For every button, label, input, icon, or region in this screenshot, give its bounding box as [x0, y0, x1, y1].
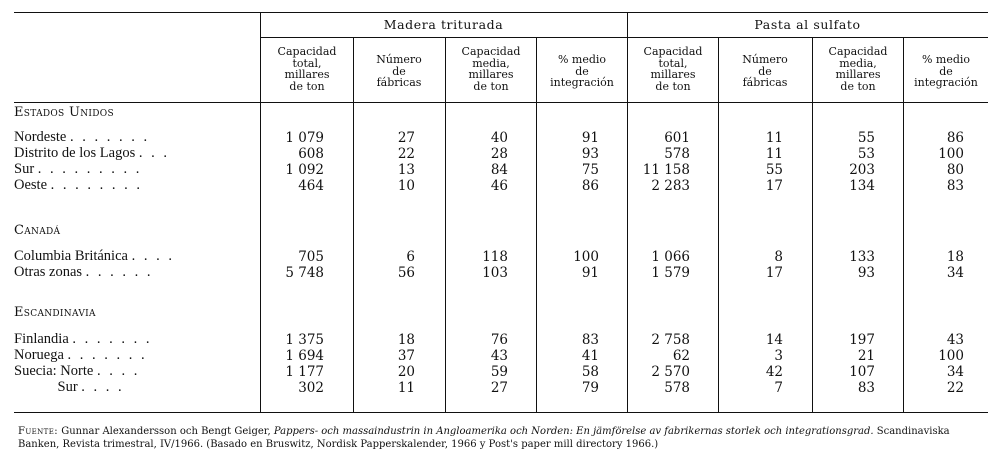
cell-value: 83 — [857, 380, 875, 396]
cell-value: 1 694 — [285, 348, 324, 364]
cell-value: 83 — [946, 178, 964, 194]
row-label-distrito-lagos: Distrito de los Lagos . . . — [14, 145, 170, 161]
cell-value: 302 — [298, 380, 324, 396]
cell-value: 21 — [857, 348, 875, 364]
column-header-capacidad-total: Capacidad total, millares de ton — [277, 45, 337, 93]
source-footnote — [18, 426, 988, 451]
group-header-pasta-sulfato: Pasta al sulfato — [754, 17, 861, 32]
row-label-finlandia: Finlandia . . . . . . . — [14, 331, 153, 347]
cell-value: 86 — [946, 130, 964, 146]
cell-value: 55 — [857, 130, 875, 146]
cell-value: 107 — [849, 364, 875, 380]
column-header-integracion: % medio de integración — [550, 53, 614, 89]
row-label-nordeste: Nordeste . . . . . . . — [14, 129, 150, 145]
cell-value: 34 — [946, 364, 964, 380]
cell-value: 75 — [581, 162, 599, 178]
group-header-madera-triturada: Madera triturada — [383, 17, 504, 32]
cell-value: 86 — [581, 178, 599, 194]
cell-value: 2 758 — [651, 332, 690, 348]
cell-value: 14 — [765, 332, 783, 348]
cell-value: 1 092 — [285, 162, 324, 178]
cell-value: 1 079 — [285, 130, 324, 146]
cell-value: 20 — [397, 364, 415, 380]
column-header-numero-fabricas: Número de fábricas — [742, 53, 788, 89]
cell-value: 10 — [397, 178, 415, 194]
cell-value: 8 — [774, 249, 783, 265]
cell-value: 58 — [581, 364, 599, 380]
cell-value: 1 177 — [285, 364, 324, 380]
row-label-suecia-sur: Sur . . . . — [14, 379, 125, 395]
row-label-oeste: Oeste . . . . . . . . — [14, 177, 143, 193]
cell-value: 11 — [765, 130, 783, 146]
cell-value: 118 — [482, 249, 508, 265]
column-header-capacidad-media: Capacidad media, millares de ton — [828, 45, 888, 93]
cell-value: 83 — [581, 332, 599, 348]
cell-value: 40 — [490, 130, 508, 146]
column-header-numero-fabricas: Número de fábricas — [376, 53, 422, 89]
cell-value: 43 — [946, 332, 964, 348]
cell-value: 3 — [774, 348, 783, 364]
cell-value: 13 — [397, 162, 415, 178]
cell-value: 43 — [490, 348, 508, 364]
cell-value: 6 — [406, 249, 415, 265]
cell-value: 55 — [765, 162, 783, 178]
cell-value: 79 — [581, 380, 599, 396]
cell-value: 11 — [765, 146, 783, 162]
cell-value: 578 — [664, 380, 690, 396]
cell-value: 103 — [482, 265, 508, 281]
cell-value: 705 — [298, 249, 324, 265]
footnote-title: Pappers- och massaindustrin in Angloamerika och Norden: En jämförelse av fabrikernas storlek och integrationsgrad. — [273, 426, 874, 437]
cell-value: 100 — [938, 146, 964, 162]
cell-value: 34 — [946, 265, 964, 281]
cell-value: 37 — [397, 348, 415, 364]
column-header-capacidad-media: Capacidad media, millares de ton — [461, 45, 521, 93]
cell-value: 18 — [946, 249, 964, 265]
cell-value: 1 375 — [285, 332, 324, 348]
cell-value: 7 — [774, 380, 783, 396]
cell-value: 76 — [490, 332, 508, 348]
row-label-columbia-britanica: Columbia Británica . . . . — [14, 248, 175, 264]
top-rule — [14, 12, 988, 13]
row-label-noruega: Noruega . . . . . . . — [14, 347, 148, 363]
cell-value: 80 — [946, 162, 964, 178]
footnote-authors: Gunnar Alexandersson och Bengt Geiger, — [58, 426, 274, 437]
section-title-escandinavia: Escandinavia — [14, 305, 96, 320]
cell-value: 11 158 — [642, 162, 690, 178]
cell-value: 2 283 — [651, 178, 690, 194]
cell-value: 42 — [765, 364, 783, 380]
cell-value: 27 — [490, 380, 508, 396]
cell-value: 18 — [397, 332, 415, 348]
cell-value: 59 — [490, 364, 508, 380]
column-header-rule — [14, 102, 988, 103]
cell-value: 203 — [849, 162, 875, 178]
row-label-otras-zonas: Otras zonas . . . . . . — [14, 264, 154, 280]
cell-value: 91 — [581, 130, 599, 146]
cell-value: 53 — [857, 146, 875, 162]
cell-value: 56 — [397, 265, 415, 281]
cell-value: 93 — [857, 265, 875, 281]
cell-value: 62 — [672, 348, 690, 364]
column-divider — [260, 12, 261, 412]
column-header-integracion: % medio de integración — [914, 53, 978, 89]
cell-value: 17 — [765, 178, 783, 194]
cell-value: 17 — [765, 265, 783, 281]
cell-value: 608 — [298, 146, 324, 162]
cell-value: 2 570 — [651, 364, 690, 380]
row-label-suecia-norte: Suecia: Norte . . . . — [14, 363, 140, 379]
cell-value: 5 748 — [285, 265, 324, 281]
cell-value: 11 — [397, 380, 415, 396]
bottom-rule — [14, 412, 988, 413]
cell-value: 22 — [946, 380, 964, 396]
footnote-lead: Fuente: — [18, 426, 59, 437]
column-header-capacidad-total: Capacidad total, millares de ton — [643, 45, 703, 93]
section-title-canada: Canadá — [14, 223, 61, 238]
cell-value: 100 — [573, 249, 599, 265]
cell-value: 41 — [581, 348, 599, 364]
cell-value: 100 — [938, 348, 964, 364]
group-header-rule — [260, 37, 988, 38]
cell-value: 84 — [490, 162, 508, 178]
row-label-sur: Sur . . . . . . . . . — [14, 161, 142, 177]
cell-value: 27 — [397, 130, 415, 146]
cell-value: 133 — [849, 249, 875, 265]
cell-value: 46 — [490, 178, 508, 194]
cell-value: 197 — [849, 332, 875, 348]
cell-value: 91 — [581, 265, 599, 281]
section-title-estados-unidos: Estados Unidos — [14, 105, 114, 120]
footnote-rest: Scandinaviska Banken, Revista trimestral, IV/1966. (Basado en Bruswitz, Nordisk Papperskalender, 1966 y Post's paper mill directory 1966.) — [18, 426, 950, 450]
cell-value: 578 — [664, 146, 690, 162]
cell-value: 601 — [664, 130, 690, 146]
cell-value: 1 066 — [651, 249, 690, 265]
cell-value: 134 — [849, 178, 875, 194]
cell-value: 93 — [581, 146, 599, 162]
cell-value: 28 — [490, 146, 508, 162]
cell-value: 464 — [298, 178, 324, 194]
cell-value: 22 — [397, 146, 415, 162]
cell-value: 1 579 — [651, 265, 690, 281]
